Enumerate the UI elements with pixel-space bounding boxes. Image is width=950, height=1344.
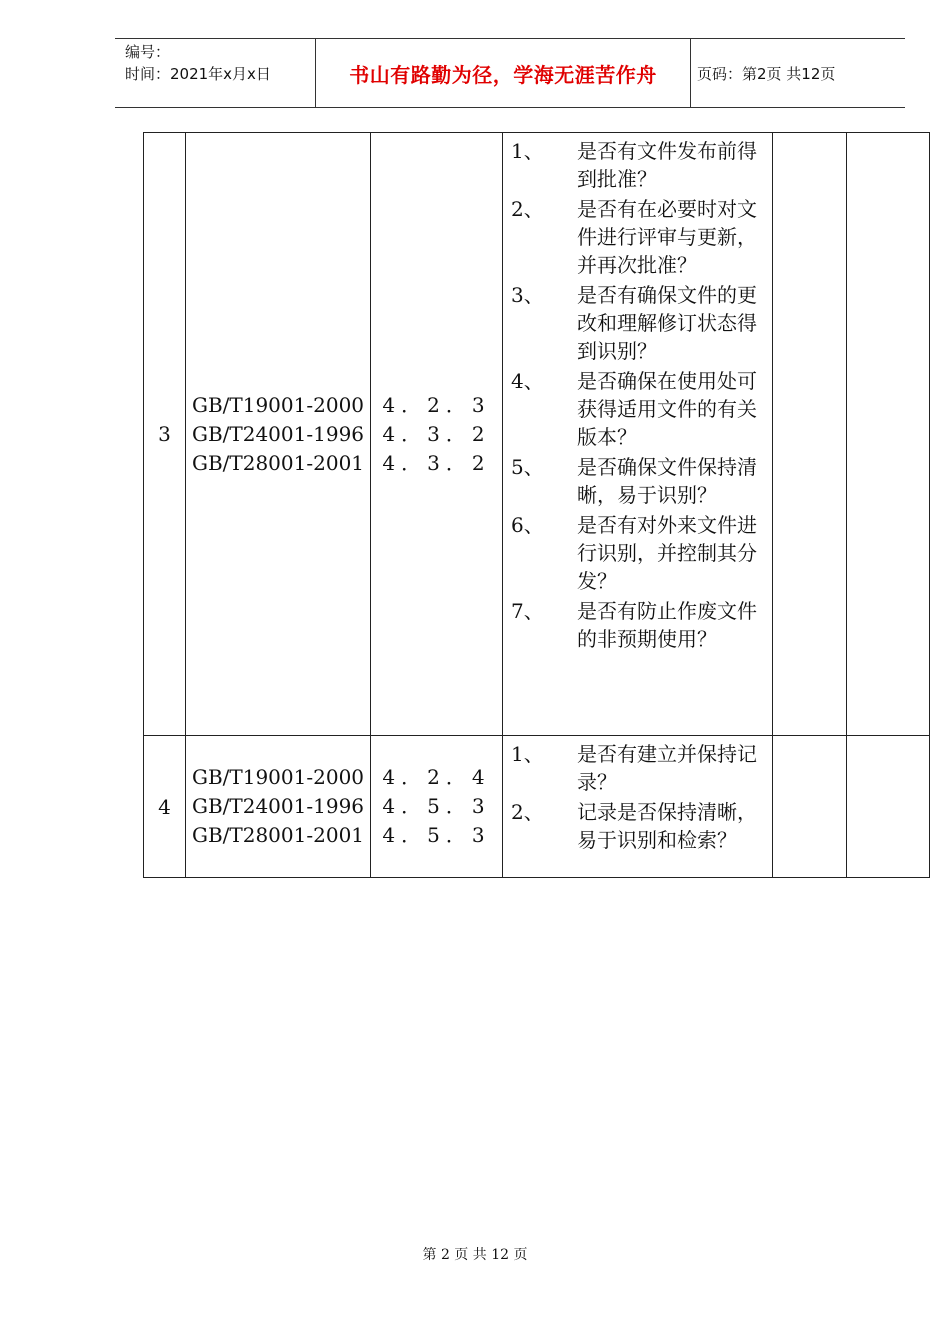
standards-cell [186, 133, 371, 736]
checklist-table [143, 132, 930, 878]
question-item [511, 367, 764, 451]
question-text: 是否有防止作废文件的非预期使用？ [577, 599, 757, 651]
question-number: 7、 [511, 599, 544, 623]
question-item [511, 195, 764, 279]
result-cell [773, 133, 847, 736]
question-number: 3、 [511, 283, 544, 307]
question-text: 是否确保在使用处可获得适用文件的有关版本？ [577, 369, 757, 449]
standard-code: GB/T24001-1996 [191, 794, 365, 818]
row-number: 3 [144, 133, 186, 736]
standard-code: GB/T28001-2001 [191, 823, 365, 847]
question-number: 4、 [511, 369, 544, 393]
question-item [511, 137, 764, 193]
question-item [511, 511, 764, 595]
question-text: 是否有对外来文件进行识别，并控制其分发？ [577, 513, 757, 593]
clause-number: 4．3．2 [382, 450, 491, 475]
question-number: 1、 [511, 742, 544, 766]
question-number: 5、 [511, 455, 544, 479]
question-text: 是否有确保文件的更改和理解修订状态得到识别？ [577, 283, 757, 363]
question-number: 6、 [511, 513, 544, 537]
doc-time-label: 时间：2021年x月x日 [125, 65, 271, 83]
standard-code: GB/T28001-2001 [191, 450, 365, 475]
question-number: 2、 [511, 800, 544, 824]
question-item [511, 281, 764, 365]
question-text: 是否有建立并保持记录？ [577, 742, 757, 794]
question-text: 是否确保文件保持清晰，易于识别？ [577, 455, 757, 507]
table-row [144, 133, 930, 736]
question-number: 2、 [511, 197, 544, 221]
clause-number: 4．5．3 [382, 794, 491, 818]
remark-cell [847, 736, 930, 878]
standard-code: GB/T19001-2000 [191, 765, 365, 789]
question-item [511, 740, 764, 796]
page-header [115, 38, 905, 108]
header-page-number: 页码：第2页 共12页 [697, 64, 836, 83]
question-text: 是否有文件发布前得到批准？ [577, 139, 757, 191]
standards-cell [186, 736, 371, 878]
clause-number: 4．3．2 [382, 421, 491, 446]
clauses-cell [371, 736, 503, 878]
result-cell [773, 736, 847, 878]
questions-cell [503, 133, 773, 736]
question-item [511, 453, 764, 509]
clause-number: 4．5．3 [382, 823, 491, 847]
clauses-cell [371, 133, 503, 736]
doc-number-label: 编号： [125, 43, 171, 61]
questions-cell [503, 736, 773, 878]
header-meta [125, 41, 271, 85]
table-row [144, 736, 930, 878]
remark-cell [847, 133, 930, 736]
clause-number: 4．2．4 [382, 765, 491, 789]
standard-code: GB/T24001-1996 [191, 421, 365, 446]
question-text: 是否有在必要时对文件进行评审与更新，并再次批准？ [577, 197, 757, 277]
clause-number: 4．2．3 [382, 392, 491, 417]
header-divider [690, 39, 691, 107]
header-motto: 书山有路勤为径，学海无涯苦作舟 [349, 62, 657, 87]
question-item [511, 798, 764, 854]
question-item [511, 597, 764, 653]
standard-code: GB/T19001-2000 [191, 392, 365, 417]
question-text: 记录是否保持清晰，易于识别和检索？ [577, 800, 757, 852]
question-number: 1、 [511, 139, 544, 163]
page-footer: 第 2 页 共 12 页 [422, 1247, 528, 1263]
row-number: 4 [144, 736, 186, 878]
